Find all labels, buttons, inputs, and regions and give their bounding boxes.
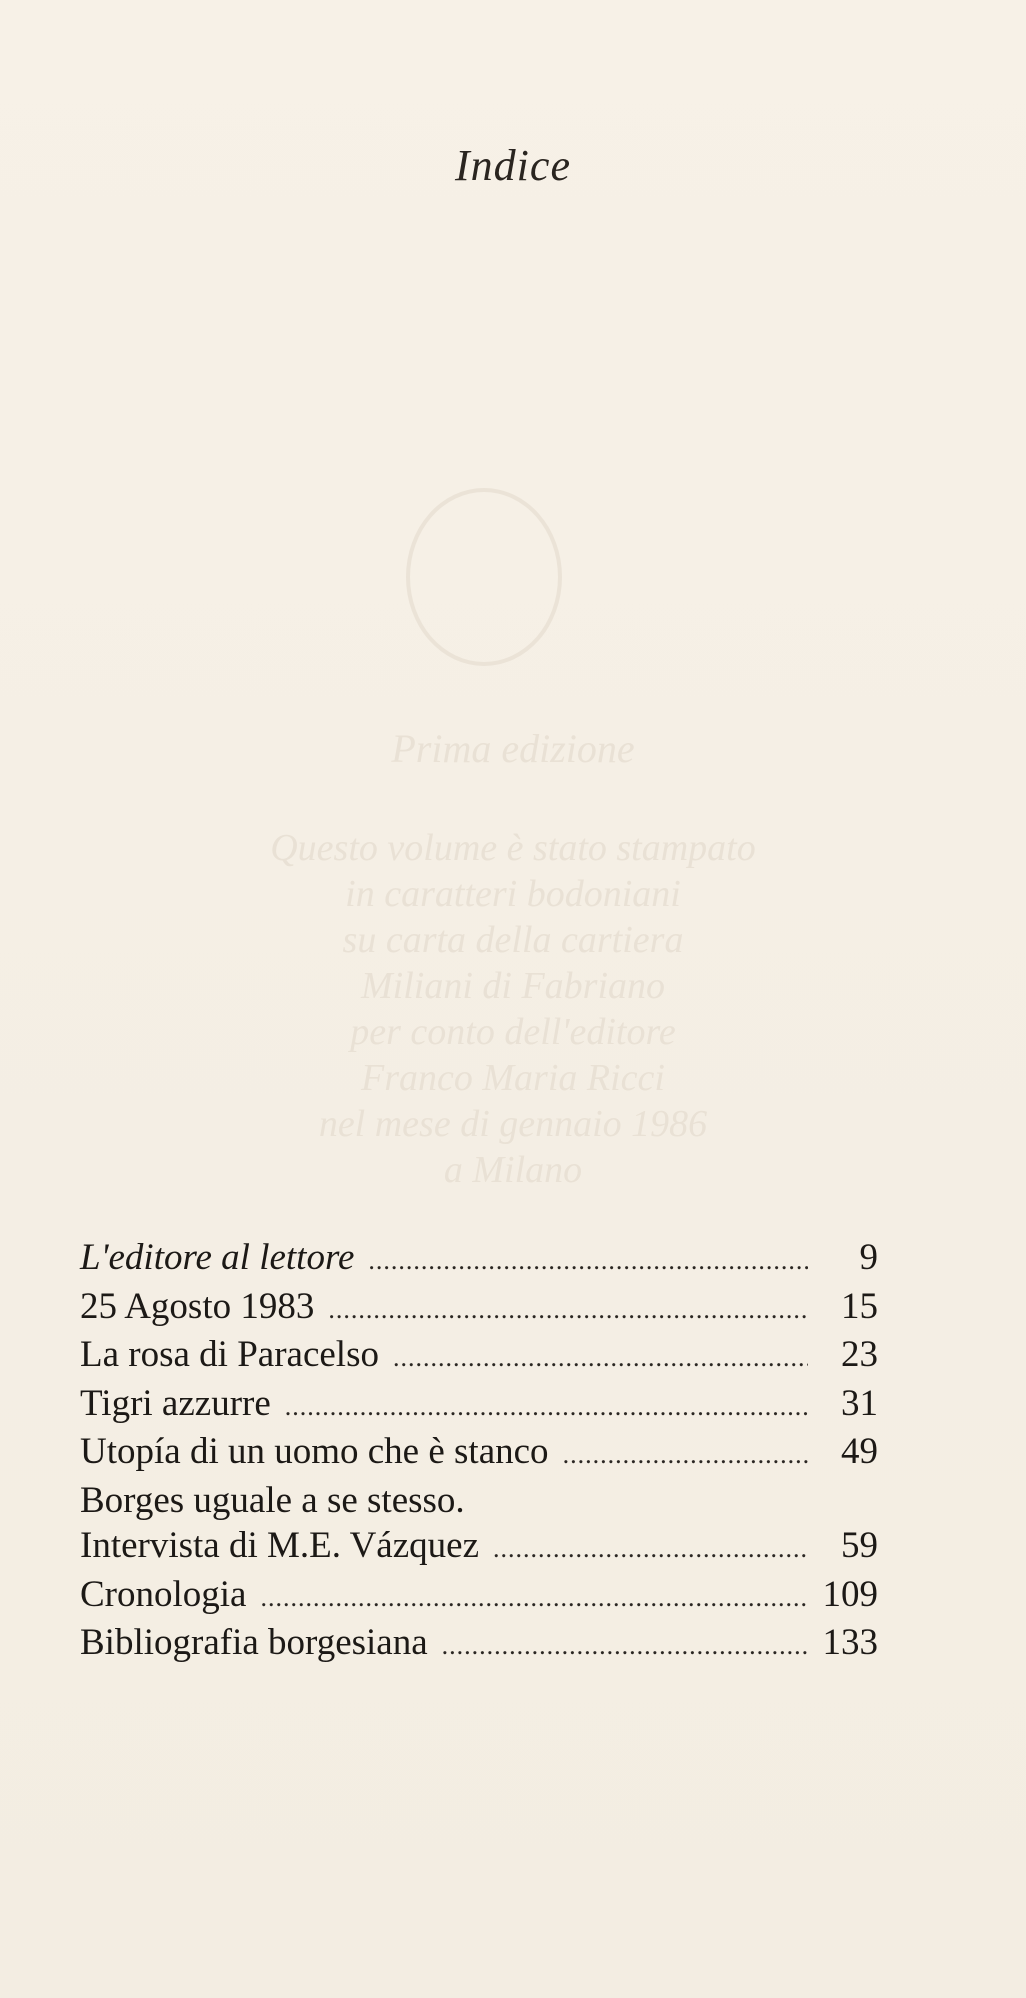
toc-entry [80, 1332, 878, 1381]
dot-leader [260, 1575, 808, 1621]
dot-leader [328, 1287, 808, 1333]
toc-entry-title: Intervista di M.E. Vázquez [80, 1525, 479, 1566]
toc-entry [80, 1381, 878, 1430]
page-title: Indice [455, 141, 571, 190]
colophon-line: Questo volume è stato stampato [270, 827, 756, 869]
toc-entry-page: 109 [822, 1573, 878, 1615]
show-through-edition: Prima edizione [391, 726, 635, 771]
colophon-line: per conto dell'editore [350, 1011, 676, 1053]
toc-entry-page: 9 [859, 1237, 878, 1278]
toc-entry [80, 1284, 878, 1333]
toc-entry-page: 59 [841, 1525, 878, 1566]
colophon-line: Franco Maria Ricci [361, 1057, 665, 1099]
table-of-contents [80, 1235, 878, 1669]
toc-entry [80, 1620, 878, 1669]
toc-entry [80, 1235, 878, 1284]
dot-leader [442, 1623, 808, 1669]
colophon-line: in caratteri bodoniani [345, 873, 681, 915]
toc-entry-page: 49 [841, 1431, 878, 1472]
dot-leader [393, 1335, 808, 1381]
toc-entry-page: 15 [841, 1285, 878, 1327]
colophon-line: a Milano [443, 1149, 583, 1191]
colophon-line: nel mese di gennaio 1986 [318, 1103, 708, 1145]
toc-entry [80, 1572, 878, 1621]
show-through-emblem [406, 488, 562, 666]
dot-leader [493, 1526, 808, 1572]
toc-entry-title: Cronologia [80, 1573, 247, 1615]
toc-entry-title: 25 Agosto 1983 [80, 1285, 315, 1327]
colophon-line: Miliani di Fabriano [361, 965, 665, 1007]
toc-entry-title: Borges uguale a se stesso. [80, 1479, 465, 1521]
toc-entry-page: 23 [841, 1334, 878, 1375]
toc-entry [80, 1429, 878, 1478]
dot-leader [563, 1432, 808, 1478]
show-through-colophon [0, 825, 1026, 1193]
dot-leader [368, 1238, 808, 1284]
toc-entry-title: Tigri azzurre [80, 1382, 271, 1424]
toc-entry-title: L'editore al lettore [80, 1237, 355, 1278]
dot-leader [285, 1384, 808, 1430]
toc-entry [80, 1478, 878, 1524]
colophon-line: su carta della cartiera [342, 919, 684, 961]
toc-entry-title: Utopía di un uomo che è stanco [80, 1431, 549, 1472]
toc-entry-page: 31 [841, 1382, 878, 1424]
toc-entry-title: Bibliografia borgesiana [80, 1622, 428, 1663]
toc-entry-title: La rosa di Paracelso [80, 1334, 379, 1375]
toc-entry-page: 133 [822, 1622, 878, 1663]
toc-entry [80, 1523, 878, 1572]
